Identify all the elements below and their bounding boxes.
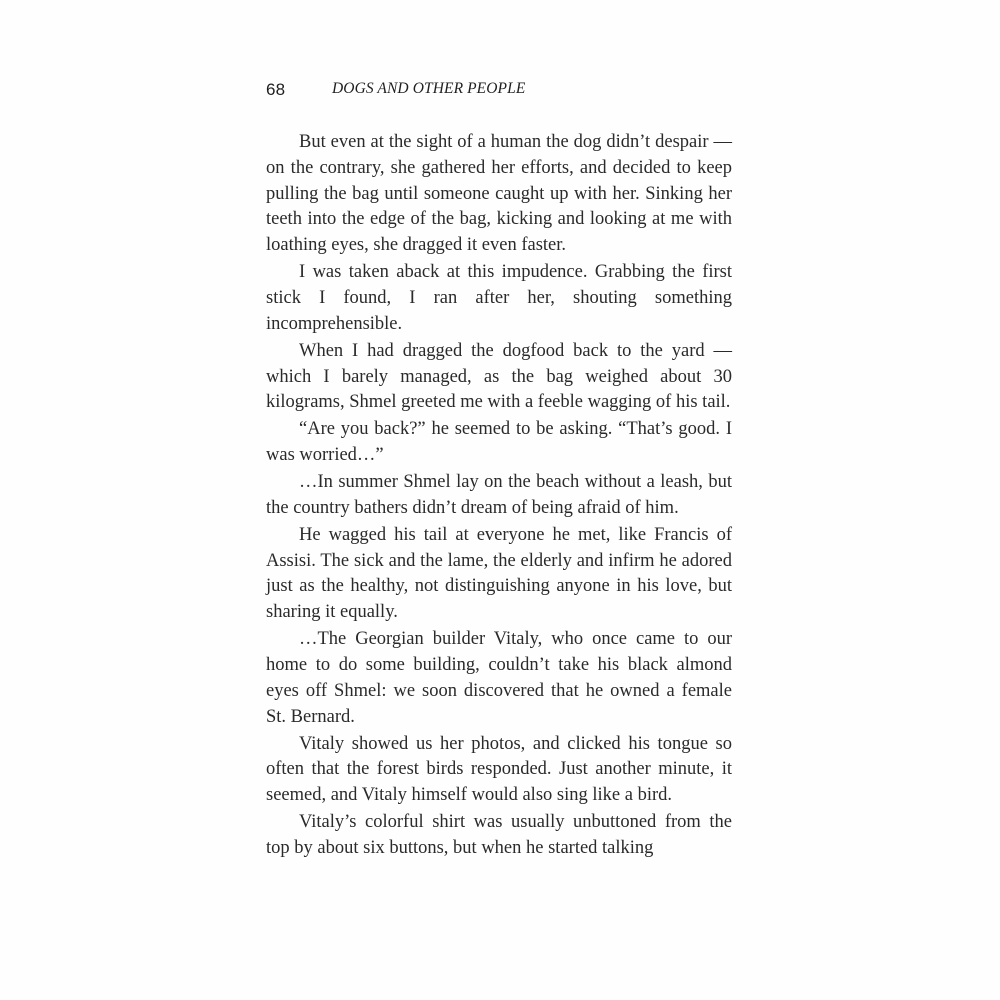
body-text (266, 130, 732, 863)
paragraph: When I had dragged the dogfood back to the yard — which I barely managed, as the bag weighed about 30 kilograms, Shmel greeted me with a feeble wagging of his tail. (266, 340, 732, 413)
paragraph: Vitaly’s colorful shirt was usually unbuttoned from the top by about six buttons, but when he started talking (266, 812, 732, 859)
running-head (266, 79, 736, 103)
paragraph: “Are you back?” he seemed to be asking. “That’s good. I was worried…” (266, 419, 732, 466)
paragraph: …The Georgian builder Vitaly, who once came to our home to do some building, couldn’t take his black almond eyes off Shmel: we soon discovered that he owned a female St. Bernard. (266, 629, 732, 727)
page-number: 68 (266, 80, 286, 99)
paragraph: I was taken aback at this impudence. Grabbing the first stick I found, I ran after her, shouting something incomprehensible. (266, 262, 732, 334)
book-title: DOGS AND OTHER PEOPLE (332, 80, 526, 97)
paragraph: But even at the sight of a human the dog didn’t despair — on the contrary, she gathered her efforts, and decided to keep pulling the bag until someone caught up with her. Sinking her teeth into the edge of the bag, kicking and looking at me with loathing eyes, she dragged it even faster. (266, 132, 732, 256)
paragraph: He wagged his tail at everyone he met, like Francis of Assisi. The sick and the lame, the elderly and infirm he adored just as the healthy, not distinguishing anyone in his love, but sharing it equally. (266, 524, 732, 623)
paragraph: Vitaly showed us her photos, and clicked his tongue so often that the forest birds responded. Just another minute, it seemed, and Vitaly himself would also sing like a bird. (266, 733, 732, 806)
paragraph: …In summer Shmel lay on the beach without a leash, but the country bathers didn’t dream of being afraid of him. (266, 472, 732, 518)
